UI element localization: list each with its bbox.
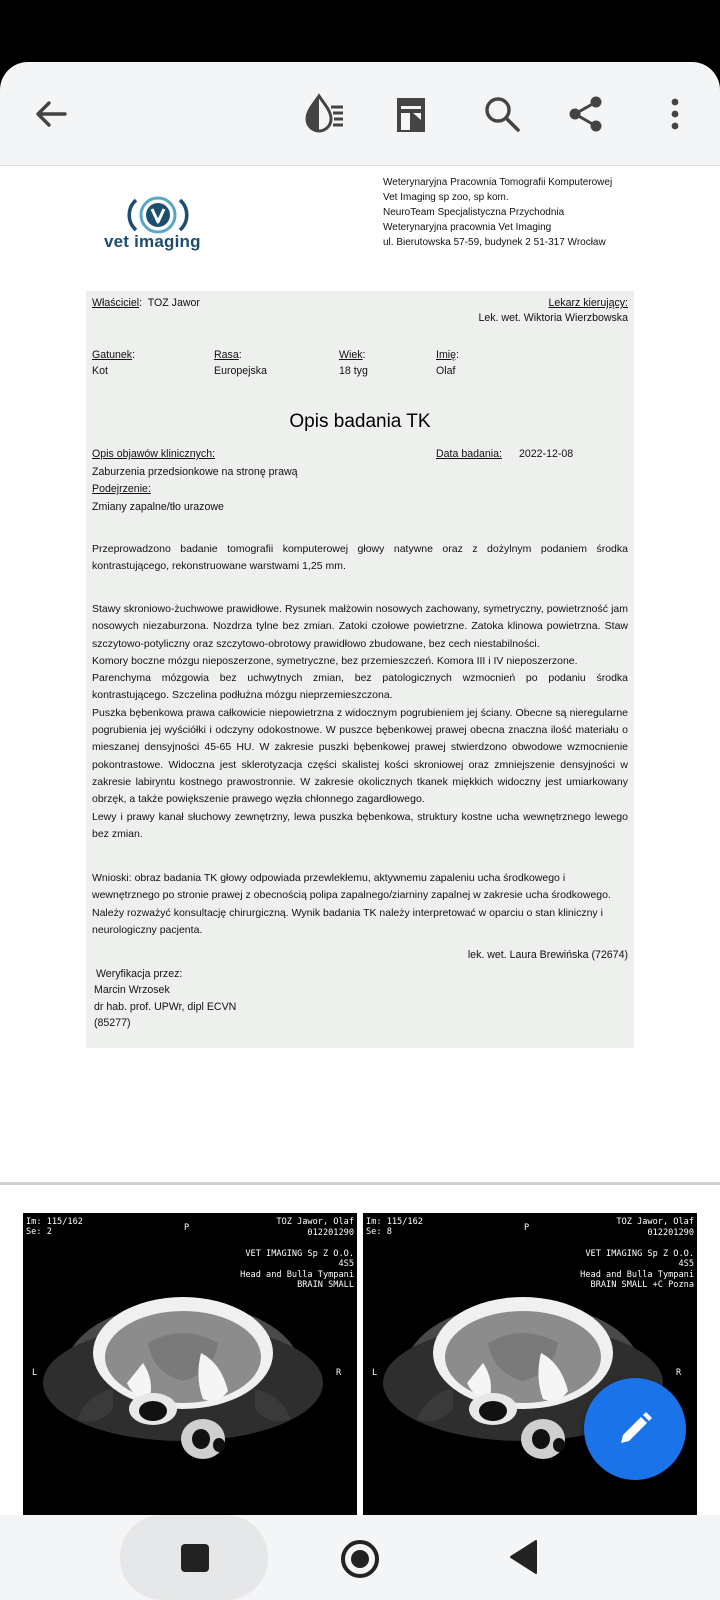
- signature: lek. wet. Laura Brewińska (72674): [467, 949, 628, 961]
- share-button[interactable]: [562, 90, 610, 138]
- clinic-line: Weterynaryjna Pracownia Tomografii Komputerowej: [383, 177, 613, 188]
- edit-pencil-icon: [615, 1409, 655, 1449]
- ct-series-label: Se: 8: [366, 1227, 392, 1237]
- back-button[interactable]: [27, 90, 75, 138]
- name-label: Imię: [436, 349, 457, 361]
- doctor-label: Lekarz kierujący:: [548, 297, 628, 309]
- ct-info-block: [240, 1217, 354, 1291]
- reading-mode-icon: [301, 91, 347, 137]
- ct-series-label: Se: 2: [26, 1227, 52, 1237]
- recents-square-icon: [180, 1543, 210, 1573]
- ct-orientation-top: P: [524, 1223, 530, 1233]
- suspicion-value: Zmiany zapalne/tło urazowe: [92, 501, 224, 513]
- verification-line: Marcin Wrzosek: [94, 984, 170, 997]
- ct-info-line: TOZ Jawor, Olaf: [616, 1217, 694, 1227]
- name-field: Imię:: [436, 349, 459, 361]
- ct-info-block: [580, 1217, 694, 1291]
- ct-orientation-right: R: [676, 1368, 682, 1378]
- date-label: Data badania:: [436, 448, 502, 460]
- ct-info-line: [580, 1238, 694, 1249]
- clinic-address: [383, 175, 612, 250]
- species-label: Gatunek: [92, 349, 133, 361]
- species-value: Kot: [92, 365, 108, 377]
- breed-value: Europejska: [214, 365, 267, 377]
- search-button[interactable]: [478, 90, 526, 138]
- verification-line: dr hab. prof. UPWr, dipl ECVN: [94, 1000, 237, 1013]
- findings-paragraph: Parenchyma mózgowia bez uchwytnych zmian, bez patologicznych wzmocnień po podaniu środka kontrastującego. Szczelina podłużna mózgu nieprzemieszczona.: [92, 672, 628, 702]
- ct-info-line: BRAIN SMALL: [297, 1280, 354, 1290]
- symptoms-label: Opis objawów klinicznych:: [92, 448, 216, 460]
- clinic-line: Weterynaryjna pracownia Vet Imaging: [383, 222, 552, 233]
- report-title: Opis badania TK: [289, 411, 431, 432]
- ct-info-line: 012201290: [647, 1227, 694, 1238]
- ct-info-line: [240, 1238, 354, 1249]
- clinic-line: Vet Imaging sp zoo, sp kom.: [383, 192, 509, 203]
- date-value: 2022-12-08: [519, 448, 574, 460]
- findings-section: [92, 601, 628, 843]
- app-toolbar: [0, 62, 720, 166]
- ct-info-line: TOZ Jawor, Olaf: [276, 1217, 354, 1227]
- arrow-left-icon: [31, 94, 71, 134]
- age-value: 18 tyg: [339, 365, 368, 377]
- clinic-line: ul. Bierutowska 57-59, budynek 2 51-317 Wrocław: [383, 237, 606, 248]
- reading-mode-button[interactable]: [300, 90, 348, 138]
- share-icon: [566, 94, 606, 134]
- doctor-value: Lek. wet. Wiktoria Wierzbowska: [478, 312, 628, 324]
- ct-orientation-left: L: [32, 1368, 38, 1378]
- home-button[interactable]: [340, 1539, 380, 1584]
- clinic-line: NeuroTeam Specjalistyczna Przychodnia: [383, 207, 565, 218]
- back-triangle-icon: [508, 1539, 540, 1575]
- ct-info-line: 012201290: [307, 1227, 354, 1238]
- findings-paragraph: Lewy i prawy kanał słuchowy zewnętrzny, lewa puszka bębenkowa, struktury kostne ucha wewnętrznego lewego bez zmian.: [92, 810, 628, 840]
- ct-info-line: VET IMAGING Sp Z O.O.: [245, 1248, 354, 1259]
- ct-info-line: BRAIN SMALL +C Pozna: [590, 1280, 694, 1290]
- findings-paragraph: Komory boczne mózgu nieposzerzone, symetryczne, bez przemieszczeń. Komora III i IV nieposzerzone.: [92, 654, 578, 667]
- recents-button[interactable]: [180, 1543, 210, 1578]
- breed-label: Rasa: [214, 349, 239, 361]
- intro-paragraph: Przeprowadzono badanie tomografii komputerowej głowy natywne oraz z dożylnym podaniem środka kontrastującego, rekonstruowane warstwami 1,25 mm.: [92, 543, 628, 573]
- ct-image-counter: Im: 115/162: [366, 1217, 423, 1227]
- ct-info-line: 4S5: [678, 1259, 694, 1269]
- edit-fab-button[interactable]: [584, 1378, 686, 1480]
- breed-field: Rasa:: [214, 349, 242, 361]
- findings-paragraph: Puszka bębenkowa prawa całkowicie niepowietrzna z widocznym pogrubieniem jej ściany. Obecne są nieregularne pogrubienia jej wyściółki i odczyny odokostnowe. W puszce bębenkowej prawej obecna znaczna ilość materiału o mieszanej densyjności 45-65 HU. W zakresie puszki bębenkowej prawej stwierdzono obwodowe wzmocnienie pokontrastowe. Widoczna jest sklerotyzacja części skalistej kości skroniowej oraz zmniejszenie densyjności w zakresie labiryntu kostnego prawostronnie. W zakresie okolicznych tkanek miękkich widoczny jest umiarkowany obrzęk, a także powiększenie prawego węzła chłonnego zagardłowego.: [92, 706, 628, 806]
- ct-image-1[interactable]: [23, 1213, 357, 1515]
- verification-block: [94, 966, 236, 1031]
- species-field: Gatunek:: [92, 349, 136, 361]
- system-nav-bar: [0, 1515, 720, 1600]
- ct-info-line: VET IMAGING Sp Z O.O.: [585, 1248, 694, 1259]
- symptoms-value: Zaburzenia przedsionkowe na stronę prawą: [92, 466, 298, 478]
- back-nav-button[interactable]: [508, 1539, 540, 1580]
- outline-button[interactable]: [387, 90, 435, 138]
- ct-orientation-top: P: [184, 1223, 190, 1233]
- ct-info-line: Head and Bulla Tympani: [240, 1269, 354, 1280]
- verification-line: Weryfikacja przez:: [96, 968, 183, 980]
- more-vert-icon: [665, 94, 685, 134]
- findings-paragraph: Stawy skroniowo-żuchwowe prawidłowe. Rysunek małżowin nosowych zachowany, symetryczny, powietrzność jam nosowych niezaburzona. Nozdrza tylne bez zmian. Zatoki czołowe powietrzne. Zatoka klinowa powietrzna. Staw szczytowo-potyliczny oraz szczytowo-obrotowy prawidłowo zbudowane, bez cech niestabilności.: [92, 603, 628, 650]
- owner-value: TOZ Jawor: [147, 297, 200, 309]
- verification-line: (85277): [94, 1016, 131, 1029]
- more-options-button[interactable]: [651, 90, 699, 138]
- report-panel: [86, 291, 634, 1048]
- age-field: Wiek:: [339, 349, 366, 361]
- ct-orientation-right: R: [336, 1368, 342, 1378]
- search-icon: [482, 94, 522, 134]
- outline-icon: [391, 94, 431, 134]
- logo-text: vet imaging: [104, 232, 201, 251]
- home-circle-icon: [340, 1539, 380, 1579]
- ct-info-line: Head and Bulla Tympani: [580, 1269, 694, 1280]
- owner-label: Właściciel: [92, 297, 140, 309]
- age-label: Wiek: [339, 349, 363, 361]
- conclusions-paragraph: Wnioski: obraz badania TK głowy odpowiada przewlekłemu, aktywnemu zapaleniu ucha środkowego i wewnętrznego po stronie prawej z obecnością polipa zapalnego/ziarniny zapalnej w zakresie ucha środkowego. Należy rozważyć konsultację chirurgiczną. Wynik badania TK należy interpretować w oparciu o stan kliniczny i neurologiczny pacjenta.: [92, 872, 611, 936]
- ct-info-line: 4S5: [338, 1259, 354, 1269]
- ct-image-counter: Im: 115/162: [26, 1217, 83, 1227]
- name-value: Olaf: [436, 365, 456, 377]
- owner-row: Właściciel: TOZ Jawor: [92, 297, 200, 309]
- suspicion-label: Podejrzenie:: [92, 483, 151, 495]
- ct-orientation-left: L: [372, 1368, 378, 1378]
